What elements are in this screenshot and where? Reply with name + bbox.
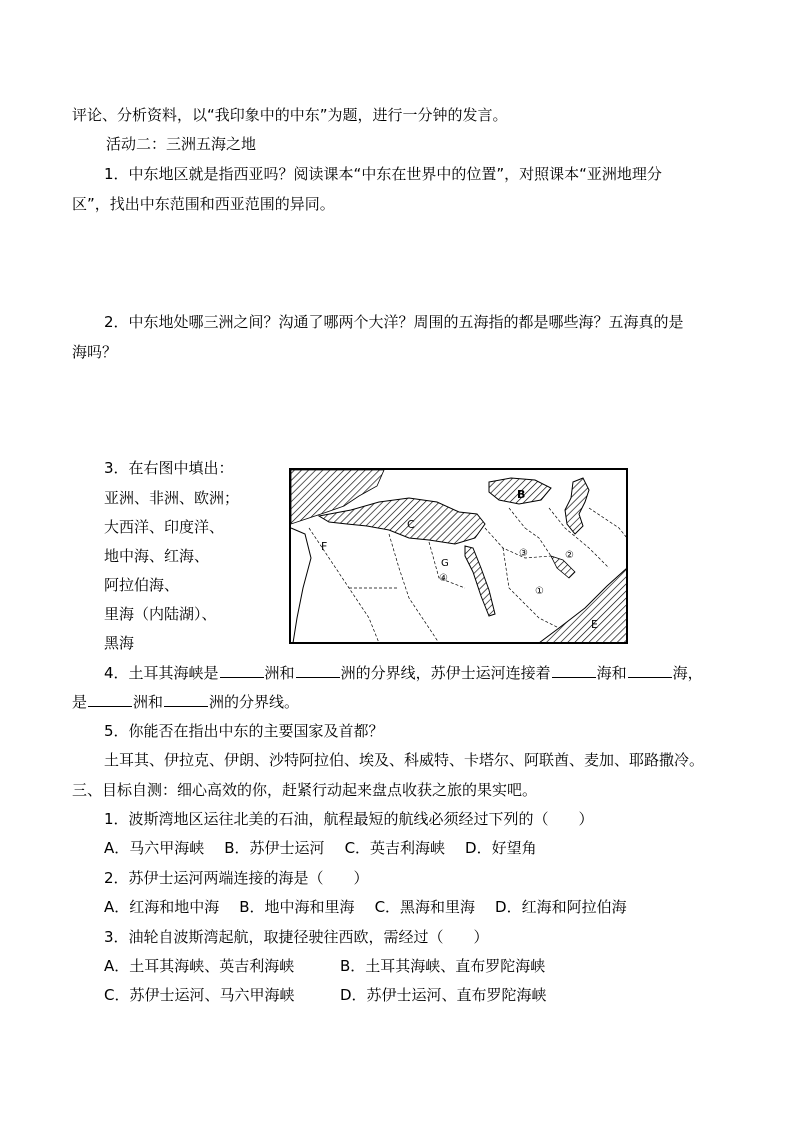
mc-option[interactable]: D．苏伊士运河、直布罗陀海峡 bbox=[340, 986, 547, 1004]
q4-line2 bbox=[72, 692, 299, 712]
q3-item: 黑海 bbox=[104, 634, 135, 652]
answer-blank[interactable] bbox=[220, 663, 264, 678]
map-label-b: B bbox=[517, 488, 526, 501]
mc-option[interactable]: B．苏伊士运河 bbox=[224, 839, 325, 857]
q4-text: 洲的分界线。 bbox=[209, 693, 300, 711]
mc-options bbox=[104, 897, 627, 917]
map-label-c: C bbox=[407, 518, 415, 531]
answer-blank[interactable] bbox=[296, 663, 340, 678]
q4-text: 洲的分界线，苏伊士运河连接着 bbox=[340, 664, 551, 682]
map-label-1: ① bbox=[535, 586, 544, 597]
q4-text: 洲和 bbox=[264, 664, 295, 682]
map-label-2: ② bbox=[565, 550, 574, 561]
mc-option[interactable]: A．马六甲海峡 bbox=[104, 839, 205, 857]
q4-text: 海， bbox=[672, 664, 703, 682]
q4-text: 4．土耳其海峡是 bbox=[104, 664, 219, 682]
map-label-3: ③ bbox=[519, 548, 528, 559]
mc-options bbox=[104, 838, 537, 858]
mc-option[interactable]: C．黑海和里海 bbox=[374, 898, 476, 916]
middle-east-map bbox=[289, 468, 628, 644]
mc-option[interactable]: D．红海和阿拉伯海 bbox=[495, 898, 627, 916]
q4-text: 是 bbox=[72, 693, 88, 711]
mc-question: 3．油轮自波斯湾起航，取捷径驶往西欧，需经过（ ） bbox=[104, 928, 489, 946]
mc-option[interactable]: B．地中海和里海 bbox=[239, 898, 355, 916]
mc-question: 1．波斯湾地区运往北美的石油，航程最短的航线必须经过下列的（ ） bbox=[104, 810, 594, 828]
q3-item: 阿拉伯海、 bbox=[104, 576, 180, 594]
q4-text: 海和 bbox=[596, 664, 627, 682]
section3-title: 三、目标自测：细心高效的你，赶紧行动起来盘点收获之旅的果实吧。 bbox=[72, 781, 538, 799]
q3-item: 大西洋、印度洋、 bbox=[104, 518, 225, 536]
q3-item: 地中海、红海、 bbox=[104, 547, 210, 565]
q3-item: 亚洲、非洲、欧洲； bbox=[104, 489, 240, 507]
intro-line: 评论、分析资料，以“我印象中的中东”为题，进行一分钟的发言。 bbox=[72, 106, 508, 124]
mc-option[interactable]: A．土耳其海峡、英吉利海峡 bbox=[104, 957, 295, 975]
q1-line2: 区”，找出中东范围和西亚范围的异同。 bbox=[72, 195, 335, 213]
q4-text: 洲和 bbox=[133, 693, 164, 711]
q3-item: 里海（内陆湖）、 bbox=[104, 605, 217, 623]
answer-blank[interactable] bbox=[628, 663, 672, 678]
mc-option[interactable]: C．苏伊士运河、马六甲海峡 bbox=[104, 986, 295, 1004]
answer-blank[interactable] bbox=[164, 692, 208, 707]
answer-blank[interactable] bbox=[552, 663, 596, 678]
mc-option[interactable]: C．英吉利海峡 bbox=[344, 839, 446, 857]
q2-line1: 2．中东地处哪三洲之间？沟通了哪两个大洋？周围的五海指的都是哪些海？五海真的是 bbox=[104, 313, 684, 331]
q3-title: 3．在右图中填出： bbox=[104, 459, 234, 477]
q2-line2: 海吗？ bbox=[72, 343, 118, 361]
q5-countries: 土耳其、伊拉克、伊朗、沙特阿拉伯、埃及、科威特、卡塔尔、阿联酋、麦加、耶路撒冷。 bbox=[104, 751, 705, 769]
mc-options bbox=[104, 956, 545, 976]
mc-option[interactable]: D．好望角 bbox=[465, 839, 537, 857]
map-label-4: ④ bbox=[439, 573, 448, 584]
map-label-g: G bbox=[441, 558, 449, 569]
map-label-e: E bbox=[591, 618, 598, 631]
mc-option[interactable]: B．土耳其海峡、直布罗陀海峡 bbox=[340, 957, 546, 975]
mc-question: 2．苏伊士运河两端连接的海是（ ） bbox=[104, 869, 369, 887]
q5-title: 5．你能否在指出中东的主要国家及首都？ bbox=[104, 722, 384, 740]
q4-line1 bbox=[104, 663, 703, 683]
mc-options bbox=[104, 985, 547, 1005]
map-label-f: F bbox=[321, 540, 328, 553]
answer-blank[interactable] bbox=[88, 692, 132, 707]
mc-option[interactable]: A．红海和地中海 bbox=[104, 898, 220, 916]
activity2-title: 活动二：三洲五海之地 bbox=[106, 135, 257, 153]
q1-line1: 1．中东地区就是指西亚吗？阅读课本“中东在世界中的位置”，对照课本“亚洲地理分 bbox=[104, 165, 662, 183]
